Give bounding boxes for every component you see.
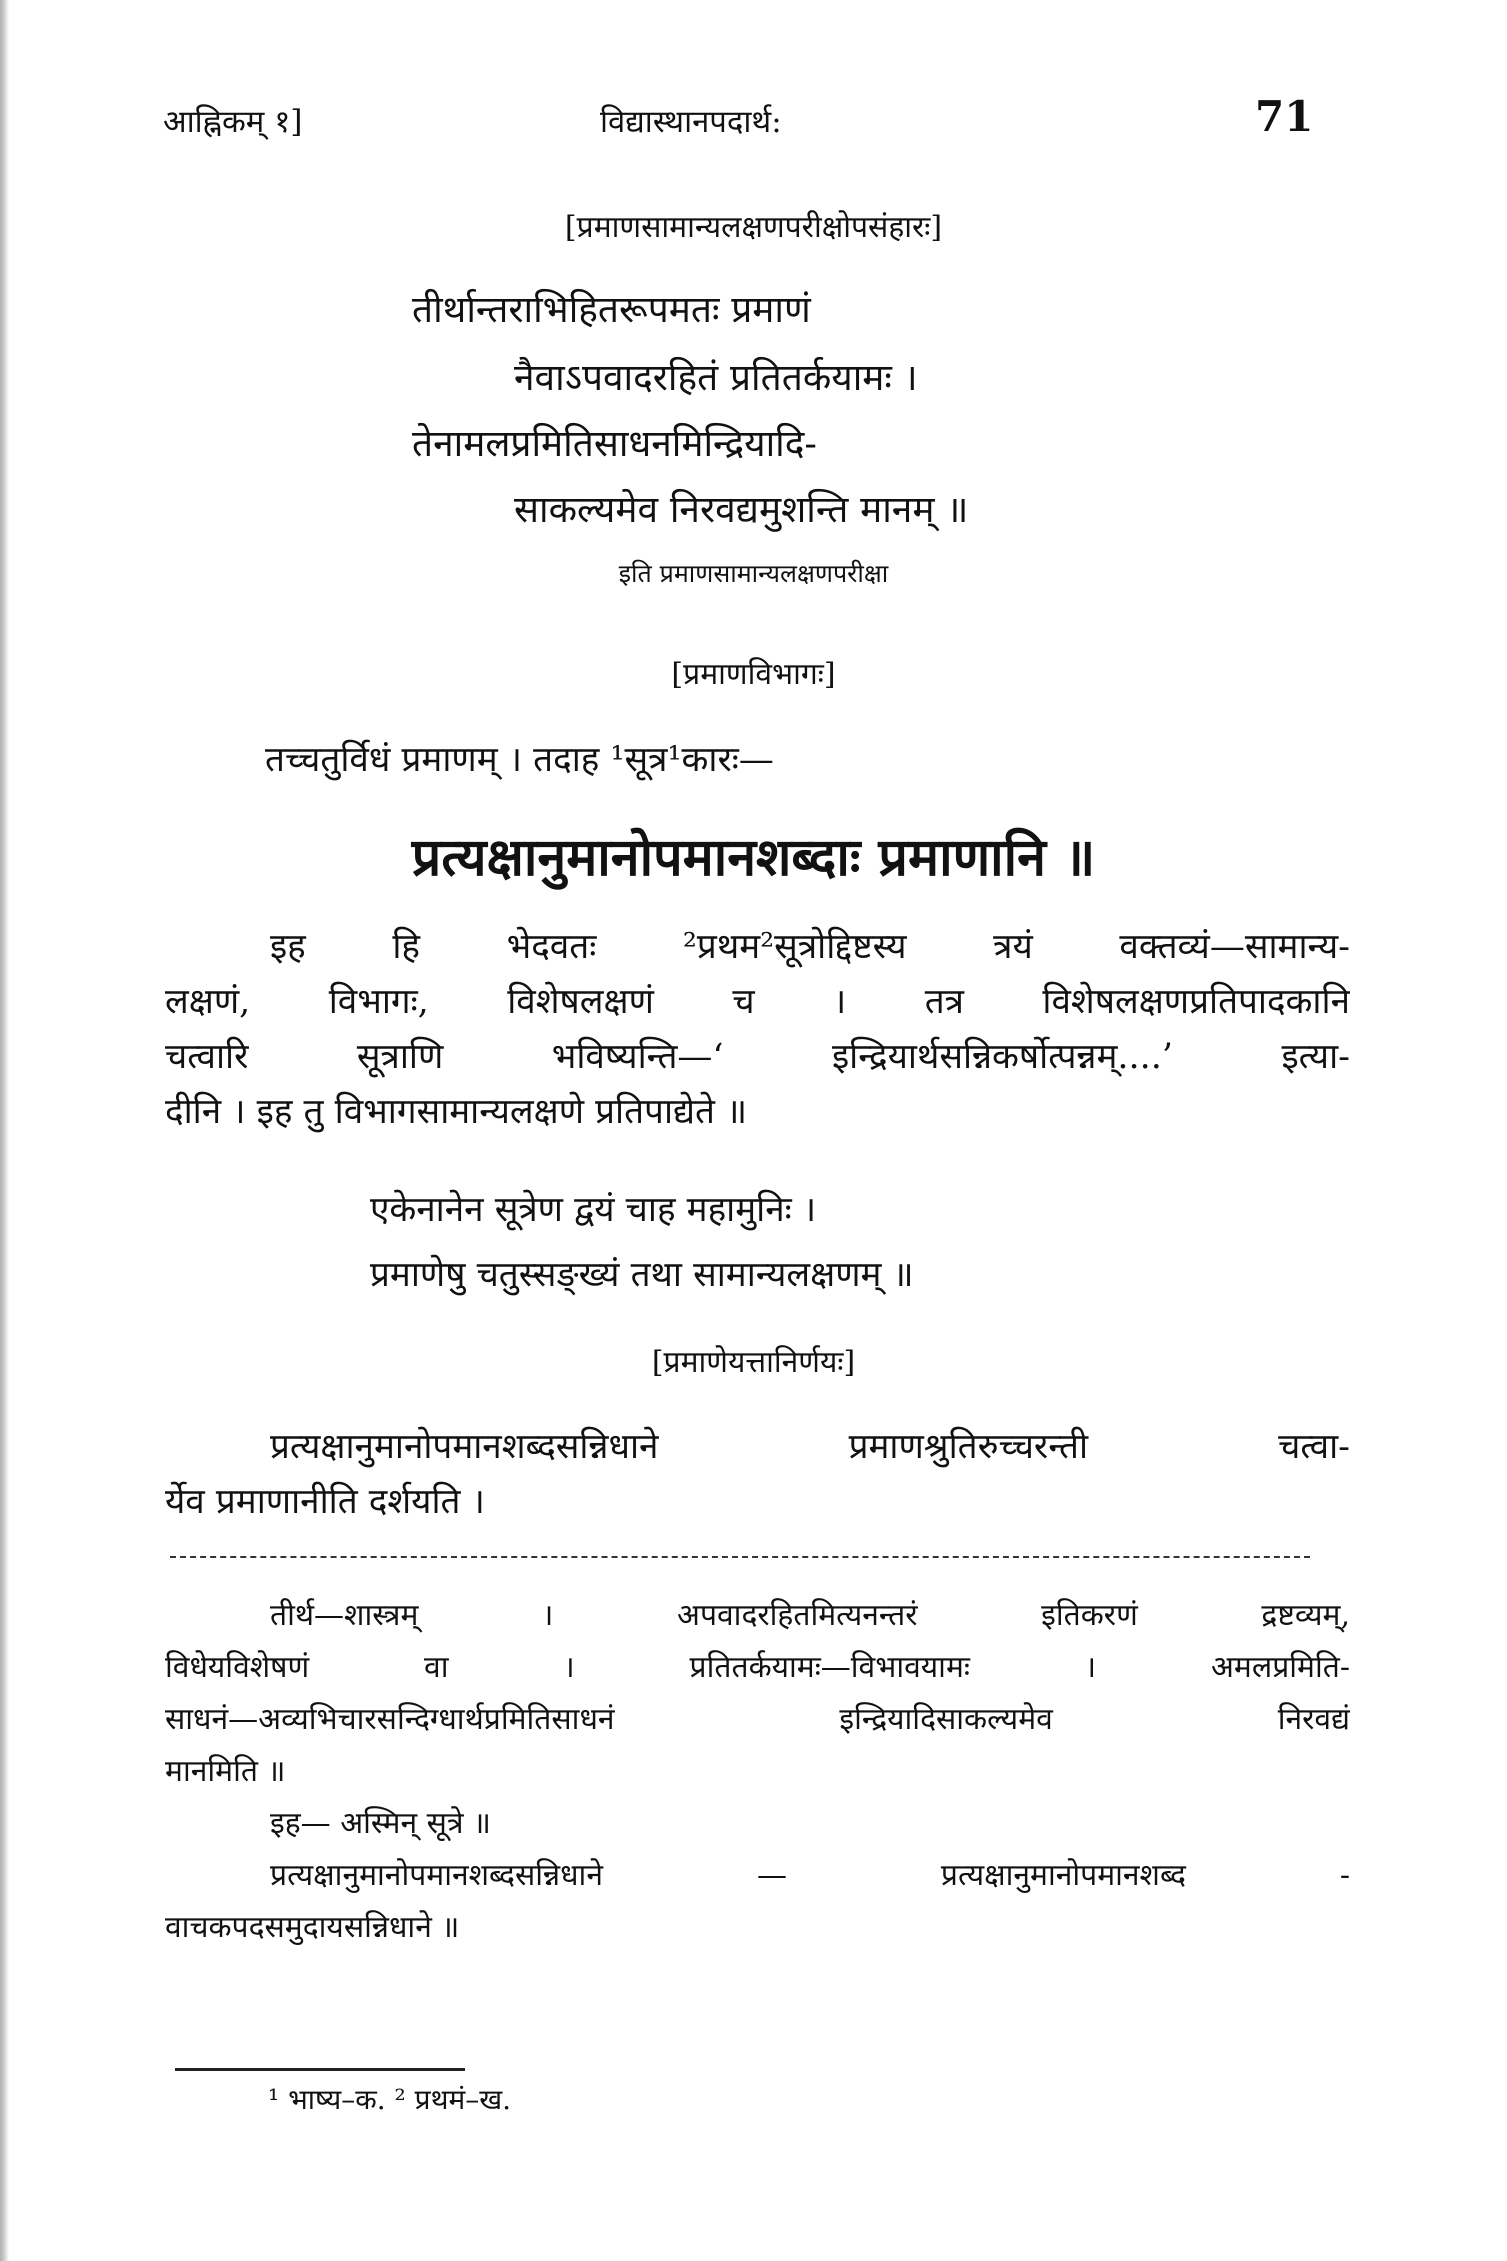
paragraph-line: चत्वारि सूत्राणि भविष्यन्ति—‘ इन्द्रियार्थसन्निकर्षोत्पन्नम्....’ इत्या- <box>165 1037 1350 1077</box>
sutra-text: प्रत्यक्षानुमानोपमानशब्दाः प्रमाणानि ॥ <box>411 827 1096 888</box>
paragraph-explanation <box>165 920 1350 1140</box>
section-heading-upasamhara: [प्रमाणसामान्यलक्षणपरीक्षोपसंहारः] <box>564 210 943 245</box>
section-heading-vibhaga: [प्रमाणविभागः] <box>671 657 836 692</box>
paragraph-line: लक्षणं, विभागः, विशेषलक्षणं च । तत्र विशेषलक्षणप्रतिपादकानि <box>165 982 1350 1022</box>
commentary-line: इह— अस्मिन् सूत्रे ॥ <box>270 1806 492 1841</box>
commentary-line: मानमिति ॥ <box>165 1754 286 1789</box>
commentary-line: विधेयविशेषणं वा । प्रतितर्कयामः—विभावयामः । अमलप्रमिति- <box>165 1650 1350 1685</box>
verse-line: तीर्थान्तराभिहितरूपमतः प्रमाणं <box>412 288 811 331</box>
running-header-title: विद्यास्थानपदार्थ: <box>600 104 782 140</box>
verse-line: साकल्यमेव निरवद्यमुशन्ति मानम् ॥ <box>514 488 969 531</box>
colophon: इति प्रमाणसामान्यलक्षणपरीक्षा <box>618 559 889 588</box>
commentary-block <box>165 1590 1350 1954</box>
scan-edge <box>0 0 9 2261</box>
section-heading-iyatta: [प्रमाणेयत्तानिर्णयः] <box>651 1345 856 1380</box>
paragraph-line: दीनि । इह तु विभागसामान्यलक्षणे प्रतिपाद्येते ॥ <box>165 1092 748 1132</box>
verse-line: प्रमाणेषु चतुस्सङ्ख्यं तथा सामान्यलक्षणम् ॥ <box>370 1255 914 1295</box>
intro-line: तच्चतुर्विधं प्रमाणम् । तदाह ¹सूत्र¹कारः— <box>265 740 774 780</box>
commentary-line: वाचकपदसमुदायसन्निधाने ॥ <box>165 1910 460 1945</box>
verse-line: एकेनानेन सूत्रेण द्वयं चाह महामुनिः । <box>370 1190 817 1230</box>
commentary-line: साधनं—अव्यभिचारसन्दिग्धार्थप्रमितिसाधनं इन्द्रियादिसाकल्यमेव निरवद्यं <box>165 1702 1350 1737</box>
paragraph-line: प्रत्यक्षानुमानोपमानशब्दसन्निधाने प्रमाणश्रुतिरुच्चरन्ती चत्वा- <box>270 1427 1350 1467</box>
paragraph-iyatta <box>165 1420 1350 1530</box>
running-header-chapter: आह्निकम् १] <box>163 104 303 140</box>
paragraph-line: इह हि भेदवतः ²प्रथम²सूत्रोद्दिष्टस्य त्रयं वक्तव्यं—सामान्य- <box>270 927 1350 967</box>
paragraph-line: र्येव प्रमाणानीति दर्शयति । <box>165 1482 485 1522</box>
page-number: 71 <box>1255 92 1314 141</box>
footnote: ¹ भाष्य–क. ² प्रथमं–ख. <box>268 2083 512 2116</box>
commentary-line: तीर्थ—शास्त्रम् । अपवादरहितमित्यनन्तरं इतिकरणं द्रष्टव्यम्, <box>270 1598 1350 1633</box>
footnote-divider <box>175 2068 465 2071</box>
verse-line: तेनामलप्रमितिसाधनमिन्द्रियादि- <box>412 422 817 465</box>
verse-line: नैवाऽपवादरहितं प्रतितर्कयामः । <box>514 356 918 399</box>
commentary-divider <box>170 1556 1310 1558</box>
commentary-line: प्रत्यक्षानुमानोपमानशब्दसन्निधाने — प्रत्यक्षानुमानोपमानशब्द - <box>270 1858 1350 1893</box>
